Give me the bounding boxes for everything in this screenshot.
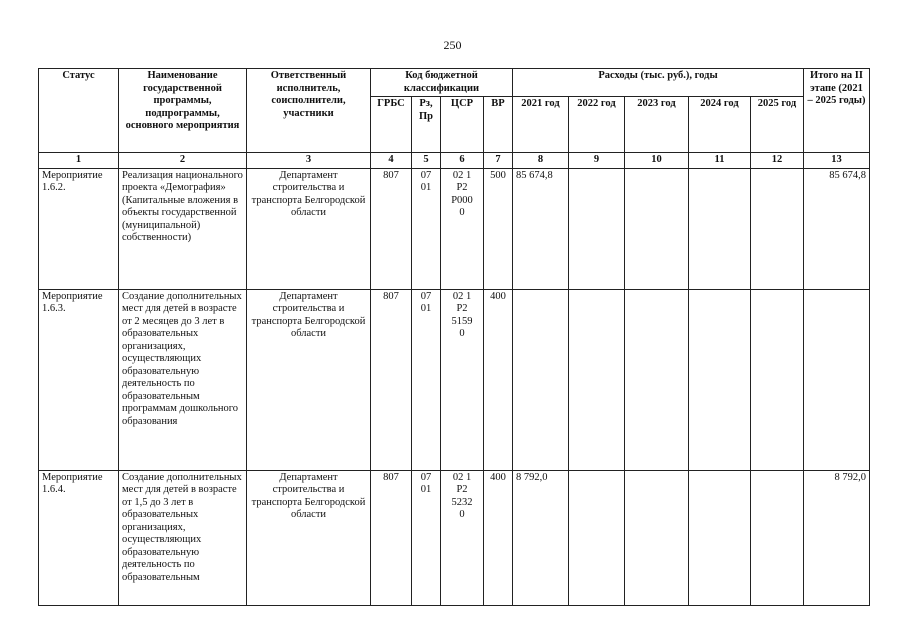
column-number: 5 <box>412 153 441 169</box>
budget-table <box>38 68 870 606</box>
csr-part: Р2 <box>456 484 468 495</box>
row-2025 <box>751 168 804 289</box>
row-vr: 500 <box>484 168 513 289</box>
row-executor: Департамент строительства и транспорта Белгородской области <box>247 168 371 289</box>
row-2023 <box>625 168 689 289</box>
row-total: 8 792,0 <box>804 470 870 605</box>
column-number-row <box>39 153 870 169</box>
row-rzpr <box>412 168 441 289</box>
header-status: Статус <box>39 69 119 153</box>
header-name: Наименование государственной программы, подпрограммы, основного мероприятия <box>119 69 247 153</box>
csr-part: 02 1 <box>452 290 472 302</box>
row-2023 <box>625 289 689 470</box>
row-name: Создание дополнительных мест для детей в возрасте от 2 месяцев до 3 лет в образовательных организациях, осуществляющих образовательную деятельность по образовательным программам дошкольного образования <box>119 289 247 470</box>
column-number: 1 <box>39 153 119 169</box>
csr-part: 0 <box>459 328 465 339</box>
row-vr: 400 <box>484 289 513 470</box>
row-csr <box>441 470 484 605</box>
csr-part: 0 <box>459 509 465 520</box>
row-2023 <box>625 470 689 605</box>
page-number: 250 <box>443 38 462 52</box>
row-2024 <box>689 168 751 289</box>
column-number: 4 <box>371 153 412 169</box>
row-status: Мероприятие 1.6.4. <box>39 470 119 605</box>
rzpr-part: 07 <box>420 290 432 302</box>
row-name: Реализация национального проекта «Демография» (Капитальные вложения в объекты государственной (муниципальной) собственности) <box>119 168 247 289</box>
header-grbs: ГРБС <box>371 97 412 153</box>
row-csr <box>441 168 484 289</box>
rzpr-part: 07 <box>420 169 432 181</box>
row-rzpr <box>412 470 441 605</box>
column-number: 10 <box>625 153 689 169</box>
rzpr-part: 01 <box>420 484 432 495</box>
table-row <box>39 470 870 605</box>
row-total: 85 674,8 <box>804 168 870 289</box>
column-number: 9 <box>569 153 625 169</box>
row-name: Создание дополнительных мест для детей в возрасте от 1,5 до 3 лет в образовательных организациях, осуществляющих образовательную деятельность по образовательным <box>119 470 247 605</box>
csr-part: 5232 <box>451 496 473 508</box>
column-number: 7 <box>484 153 513 169</box>
row-status: Мероприятие 1.6.3. <box>39 289 119 470</box>
rzpr-part: 01 <box>420 182 432 193</box>
header-2022: 2022 год <box>569 97 625 153</box>
row-vr: 400 <box>484 470 513 605</box>
row-grbs: 807 <box>371 470 412 605</box>
csr-part: 5159 <box>451 315 473 327</box>
column-number: 3 <box>247 153 371 169</box>
csr-part: Р2 <box>456 303 468 314</box>
row-2021: 85 674,8 <box>513 168 569 289</box>
header-2024: 2024 год <box>689 97 751 153</box>
row-total <box>804 289 870 470</box>
header-expenses: Расходы (тыс. руб.), годы <box>513 69 804 97</box>
csr-part: 02 1 <box>452 169 472 181</box>
row-2022 <box>569 168 625 289</box>
csr-part: 0 <box>459 207 465 218</box>
row-2021 <box>513 289 569 470</box>
rzpr-part: 07 <box>420 471 432 483</box>
rzpr-part: 01 <box>420 303 432 314</box>
column-number: 2 <box>119 153 247 169</box>
column-number: 8 <box>513 153 569 169</box>
row-2024 <box>689 470 751 605</box>
row-grbs: 807 <box>371 168 412 289</box>
row-2021: 8 792,0 <box>513 470 569 605</box>
row-2025 <box>751 470 804 605</box>
header-vr: ВР <box>484 97 513 153</box>
row-2024 <box>689 289 751 470</box>
row-2022 <box>569 470 625 605</box>
header-total: Итого на II этапе (2021 – 2025 годы) <box>804 69 870 153</box>
header-executor: Ответственный исполнитель, соисполнители, участники <box>247 69 371 153</box>
row-csr <box>441 289 484 470</box>
row-2025 <box>751 289 804 470</box>
csr-part: Р000 <box>451 194 473 206</box>
header-budget-code: Код бюджетной классификации <box>371 69 513 97</box>
row-grbs: 807 <box>371 289 412 470</box>
column-number: 12 <box>751 153 804 169</box>
column-number: 6 <box>441 153 484 169</box>
column-number: 11 <box>689 153 751 169</box>
header-2025: 2025 год <box>751 97 804 153</box>
row-status: Мероприятие 1.6.2. <box>39 168 119 289</box>
row-2022 <box>569 289 625 470</box>
header-csr: ЦСР <box>441 97 484 153</box>
row-executor: Департамент строительства и транспорта Белгородской области <box>247 289 371 470</box>
header-2023: 2023 год <box>625 97 689 153</box>
row-rzpr <box>412 289 441 470</box>
table-row <box>39 168 870 289</box>
csr-part: Р2 <box>456 182 468 193</box>
header-2021: 2021 год <box>513 97 569 153</box>
row-executor: Департамент строительства и транспорта Белгородской области <box>247 470 371 605</box>
header-rzpr: Рз, Пр <box>412 97 441 153</box>
table-row <box>39 289 870 470</box>
column-number: 13 <box>804 153 870 169</box>
csr-part: 02 1 <box>452 471 472 483</box>
